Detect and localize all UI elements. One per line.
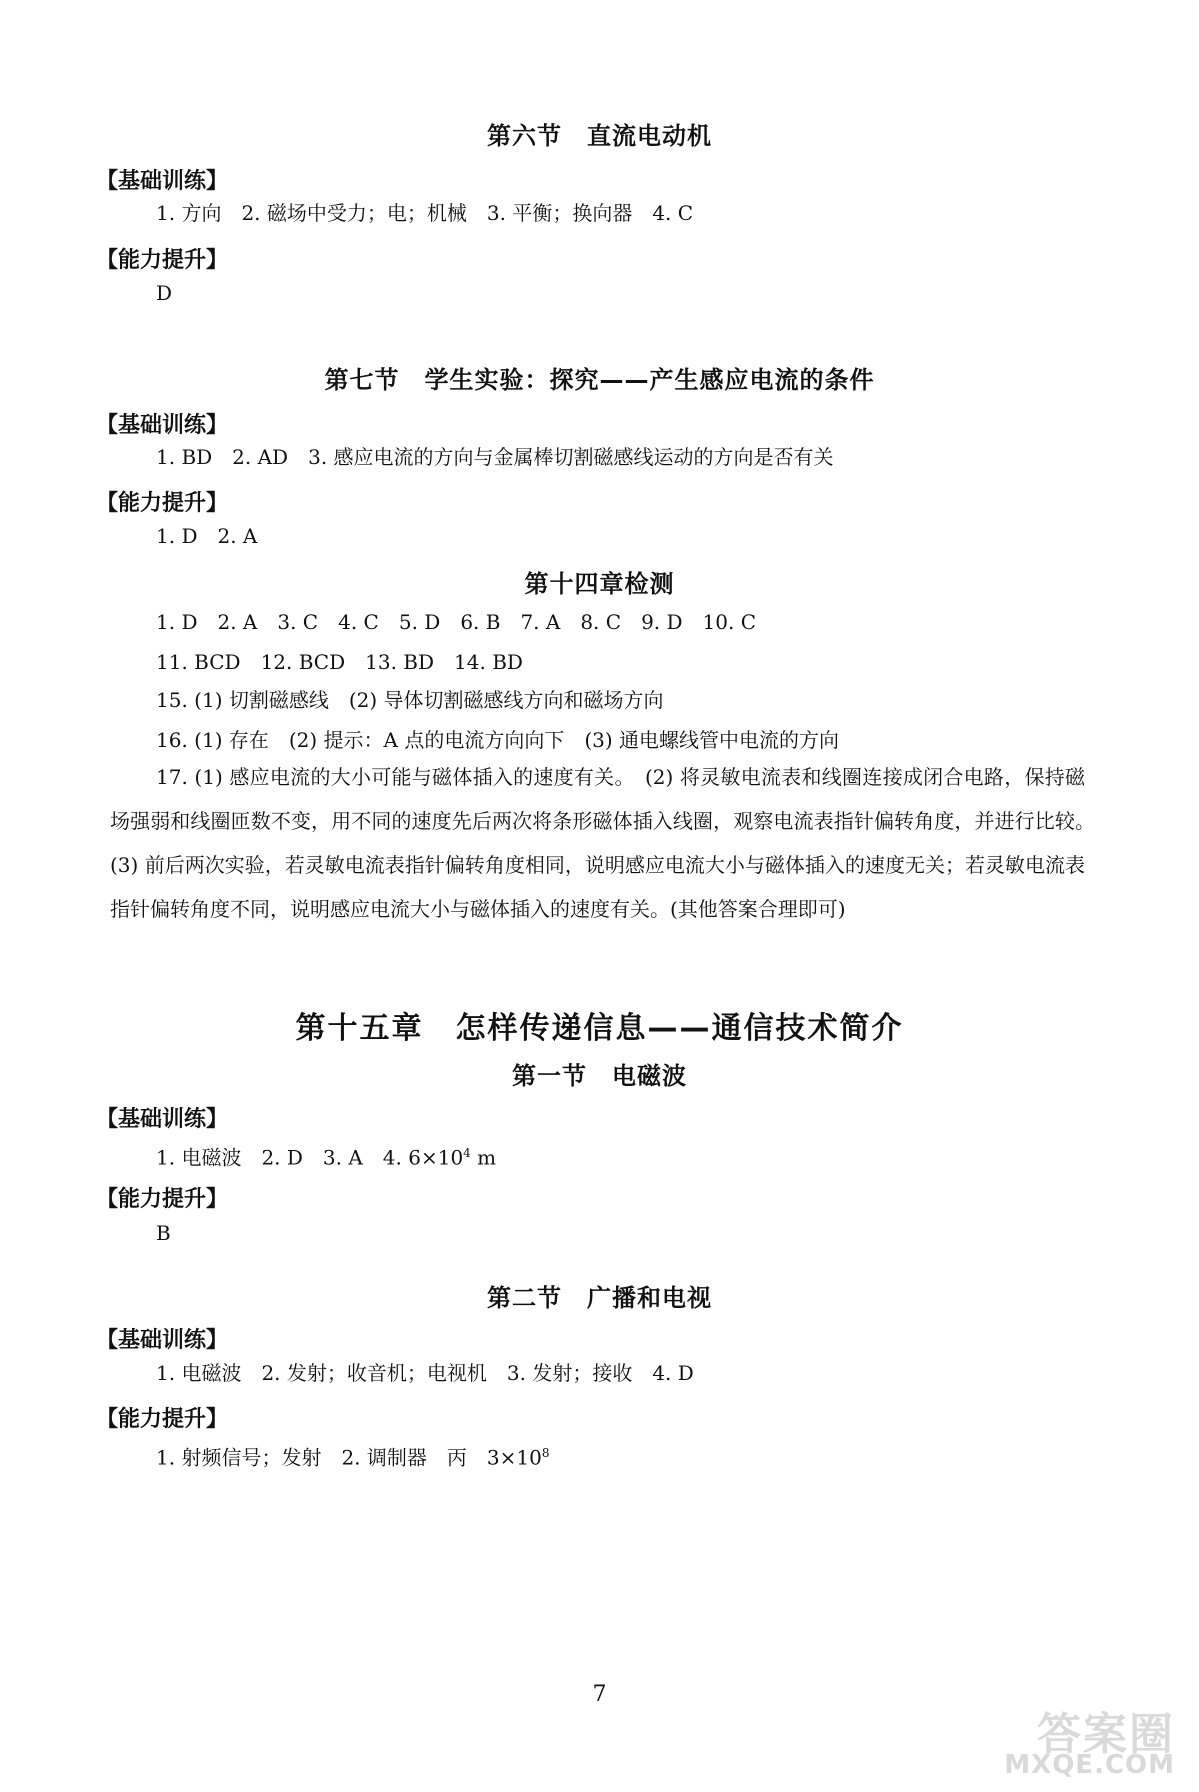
section-2-basic-label: 【基础训练】 bbox=[96, 1328, 229, 1353]
section-1-improve-answers: B bbox=[156, 1221, 171, 1245]
section-2-improve-answers-exponent: 8 bbox=[541, 1446, 550, 1460]
chapter-14-row-4: 16. (1) 存在 (2) 提示：A 点的电流方向向下 (3) 通电螺线管中电流的方向 bbox=[156, 728, 840, 752]
section-7-improve-answers: 1. D 2. A bbox=[156, 524, 258, 548]
section-2-title: 第二节 广播和电视 bbox=[487, 1284, 712, 1312]
chapter-15-title: 第十五章 怎样传递信息——通信技术简介 bbox=[295, 1011, 904, 1046]
section-2-improve-label: 【能力提升】 bbox=[96, 1407, 229, 1432]
section-2-improve-answers-main: 1. 射频信号；发射 2. 调制器 丙 3×10 bbox=[156, 1445, 542, 1470]
section-6-improve-answers: D bbox=[156, 281, 173, 305]
section-1-title: 第一节 电磁波 bbox=[512, 1062, 687, 1090]
section-2-improve-answers bbox=[156, 1440, 549, 1471]
section-1-basic-answers-exponent: 4 bbox=[463, 1146, 471, 1160]
section-1-basic-label: 【基础训练】 bbox=[96, 1107, 229, 1132]
chapter-14-row-2: 11. BCD 12. BCD 13. BD 14. BD bbox=[156, 650, 523, 674]
watermark-text-cn: 答案圈 bbox=[1037, 1709, 1175, 1760]
section-6-basic-answers: 1. 方向 2. 磁场中受力；电；机械 3. 平衡；换向器 4. C bbox=[156, 201, 694, 225]
section-7-basic-answers: 1. BD 2. AD 3. 感应电流的方向与金属棒切割磁感线运动的方向是否有关 bbox=[156, 445, 834, 469]
section-7-title: 第七节 学生实验：探究——产生感应电流的条件 bbox=[324, 366, 875, 394]
section-6-basic-label: 【基础训练】 bbox=[96, 169, 229, 194]
section-1-basic-answers bbox=[156, 1140, 496, 1171]
chapter-14-row-5: 17. (1) 感应电流的大小可能与磁体插入的速度有关。 (2) 将灵敏电流表和线圈连接成闭合电路，保持磁场强弱和线圈匝数不变，用不同的速度先后两次将条形磁体插入线圈，观察电流表指针偏转角度，并进行比较。 (3) 前后两次实验，若灵敏电流表指针偏转角度相同，说明感应电流大小与磁体插入的速度无关；若灵敏电流表指针偏转角度不同，说明感应电流大小与磁体插入的速度有关。(其他答案合理即可) bbox=[110, 765, 1105, 921]
watermark-text-url: MXQE.COM bbox=[1004, 1750, 1175, 1780]
section-1-improve-label: 【能力提升】 bbox=[96, 1187, 229, 1212]
watermark-logo bbox=[989, 1692, 1189, 1782]
section-7-basic-label: 【基础训练】 bbox=[96, 413, 229, 438]
chapter-14-row-3: 15. (1) 切割磁感线 (2) 导体切割磁感线方向和磁场方向 bbox=[156, 688, 664, 712]
section-6-title: 第六节 直流电动机 bbox=[487, 122, 712, 150]
section-1-basic-answers-main: 1. 电磁波 2. D 3. A 4. 6×10 bbox=[156, 1145, 464, 1170]
chapter-14-row-1: 1. D 2. A 3. C 4. C 5. D 6. B 7. A 8. C 9. D 10. C bbox=[156, 610, 757, 634]
section-7-improve-label: 【能力提升】 bbox=[96, 491, 229, 516]
section-1-basic-answers-unit: m bbox=[470, 1145, 497, 1170]
chapter-14-test-title: 第十四章检测 bbox=[524, 570, 675, 598]
section-6-improve-label: 【能力提升】 bbox=[96, 248, 229, 273]
section-2-basic-answers: 1. 电磁波 2. 发射；收音机；电视机 3. 发射；接收 4. D bbox=[156, 1361, 694, 1385]
page-number: 7 bbox=[592, 1682, 607, 1707]
